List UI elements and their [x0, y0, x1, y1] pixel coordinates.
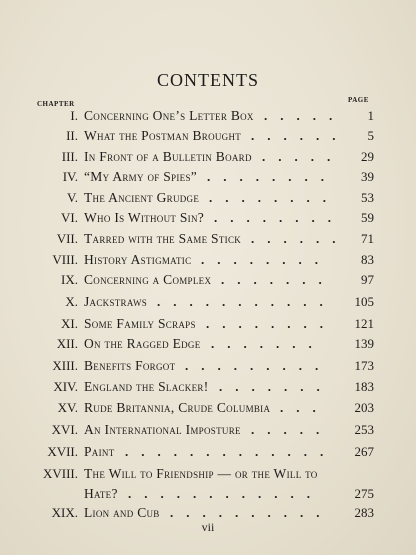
- page-number: 121: [354, 316, 374, 331]
- chapter-title: The Will to Friendship — or the Will to: [84, 466, 318, 481]
- toc-entry: [0, 167, 416, 187]
- chapter-number: IX.: [61, 272, 78, 287]
- chapter-number: II.: [66, 128, 78, 143]
- chapter-title-continued: Hate?: [84, 486, 118, 501]
- chapter-title: Jackstraws: [84, 294, 148, 309]
- toc-entry: [0, 420, 416, 440]
- leader-dots: .........: [185, 358, 332, 373]
- chapter-number: XIII.: [52, 358, 78, 373]
- chapter-number: XVIII.: [42, 466, 78, 481]
- toc-entry: [0, 464, 416, 501]
- chapter-number: VIII.: [52, 252, 78, 267]
- chapter-title: Tarred with the Same Stick: [84, 231, 242, 246]
- chapter-title: History Astigmatic: [84, 252, 192, 267]
- chapter-number: X.: [65, 294, 78, 309]
- chapter-number: XIX.: [51, 505, 78, 520]
- page-number: 203: [354, 400, 374, 415]
- chapter-number: I.: [70, 108, 78, 123]
- chapter-number: XIV.: [53, 379, 78, 394]
- toc-entry: [0, 126, 416, 146]
- chapter-number: XV.: [57, 400, 78, 415]
- toc-entry: [0, 356, 416, 376]
- chapter-title: England the Slacker!: [84, 379, 209, 394]
- leader-dots: .....: [262, 149, 344, 164]
- chapter-title: Concerning a Complex: [84, 272, 212, 287]
- toc-entry: [0, 208, 416, 228]
- toc-entry: [0, 147, 416, 167]
- toc-entry: [0, 377, 416, 397]
- chapter-title: Benefits Forgot: [84, 358, 176, 373]
- chapter-number: XII.: [56, 336, 78, 351]
- toc-entry: [0, 442, 416, 462]
- toc-entry: [0, 314, 416, 334]
- leader-dots: ......: [251, 231, 349, 246]
- page-number: 183: [354, 379, 374, 394]
- page-folio: vii: [201, 520, 215, 534]
- leader-dots: .............: [125, 444, 337, 459]
- page-number: 39: [361, 169, 374, 184]
- chapter-title: Who Is Without Sin?: [84, 210, 205, 225]
- chapter-number: VII.: [56, 231, 78, 246]
- chapter-number: VI.: [61, 210, 78, 225]
- page-number: 283: [354, 505, 374, 520]
- page-column-header: PAGE: [348, 96, 369, 104]
- leader-dots: .....: [251, 422, 333, 437]
- leader-dots: ............: [128, 486, 323, 501]
- chapter-number: III.: [61, 149, 78, 164]
- page-number: 5: [367, 128, 374, 143]
- toc-entry: [0, 188, 416, 208]
- leader-dots: .......: [219, 379, 333, 394]
- page-number: 267: [354, 444, 374, 459]
- page-number: 139: [354, 336, 374, 351]
- chapter-title: Lion and Cub: [84, 505, 160, 520]
- leader-dots: ........: [214, 210, 344, 225]
- chapter-column-header: CHAPTER: [37, 100, 75, 108]
- leader-dots: .......: [211, 336, 325, 351]
- toc-entry: [0, 106, 416, 126]
- toc-entry: [0, 398, 416, 418]
- leader-dots: ........: [206, 316, 336, 331]
- chapter-number: XI.: [61, 316, 78, 331]
- page-number: 71: [361, 231, 374, 246]
- leader-dots: ...........: [157, 294, 336, 309]
- page-number: 173: [354, 358, 374, 373]
- chapter-title: Rude Britannia, Crude Columbia: [84, 400, 271, 415]
- chapter-title: “My Army of Spies”: [84, 169, 198, 184]
- leader-dots: ........: [209, 190, 339, 205]
- chapter-number: XVII.: [47, 444, 78, 459]
- toc-entry: [0, 292, 416, 312]
- page-number: 275: [354, 486, 374, 501]
- leader-dots: .......: [221, 272, 335, 287]
- chapter-number: IV.: [62, 169, 78, 184]
- toc-entry: [0, 250, 416, 270]
- page-number: 53: [361, 190, 374, 205]
- page-number: 253: [354, 422, 374, 437]
- chapter-title: The Ancient Grudge: [84, 190, 200, 205]
- chapter-number: V.: [67, 190, 78, 205]
- leader-dots: ......: [251, 128, 349, 143]
- chapter-title: An International Imposture: [84, 422, 241, 437]
- leader-dots: ........: [207, 169, 337, 184]
- chapter-title: On the Ragged Edge: [84, 336, 201, 351]
- chapter-title: Concerning One’s Letter Box: [84, 108, 254, 123]
- chapter-title: What the Postman Brought: [84, 128, 242, 143]
- toc-entry: [0, 229, 416, 249]
- chapter-title: Paint: [84, 444, 115, 459]
- page-number: 97: [361, 272, 374, 287]
- page-number: 59: [361, 210, 374, 225]
- chapter-title: Some Family Scraps: [84, 316, 196, 331]
- page-number: 105: [354, 294, 374, 309]
- page-number: 83: [361, 252, 374, 267]
- page-title: CONTENTS: [157, 70, 259, 90]
- page-number: 29: [361, 149, 374, 164]
- toc-entry: [0, 270, 416, 290]
- leader-dots: .....: [264, 108, 346, 123]
- leader-dots: ..........: [170, 505, 333, 520]
- page-number: 1: [367, 108, 374, 123]
- leader-dots: ........: [201, 252, 331, 267]
- chapter-number: XVI.: [51, 422, 78, 437]
- leader-dots: ...: [280, 400, 329, 415]
- toc-entry: [0, 334, 416, 354]
- chapter-title: In Front of a Bulletin Board: [84, 149, 252, 164]
